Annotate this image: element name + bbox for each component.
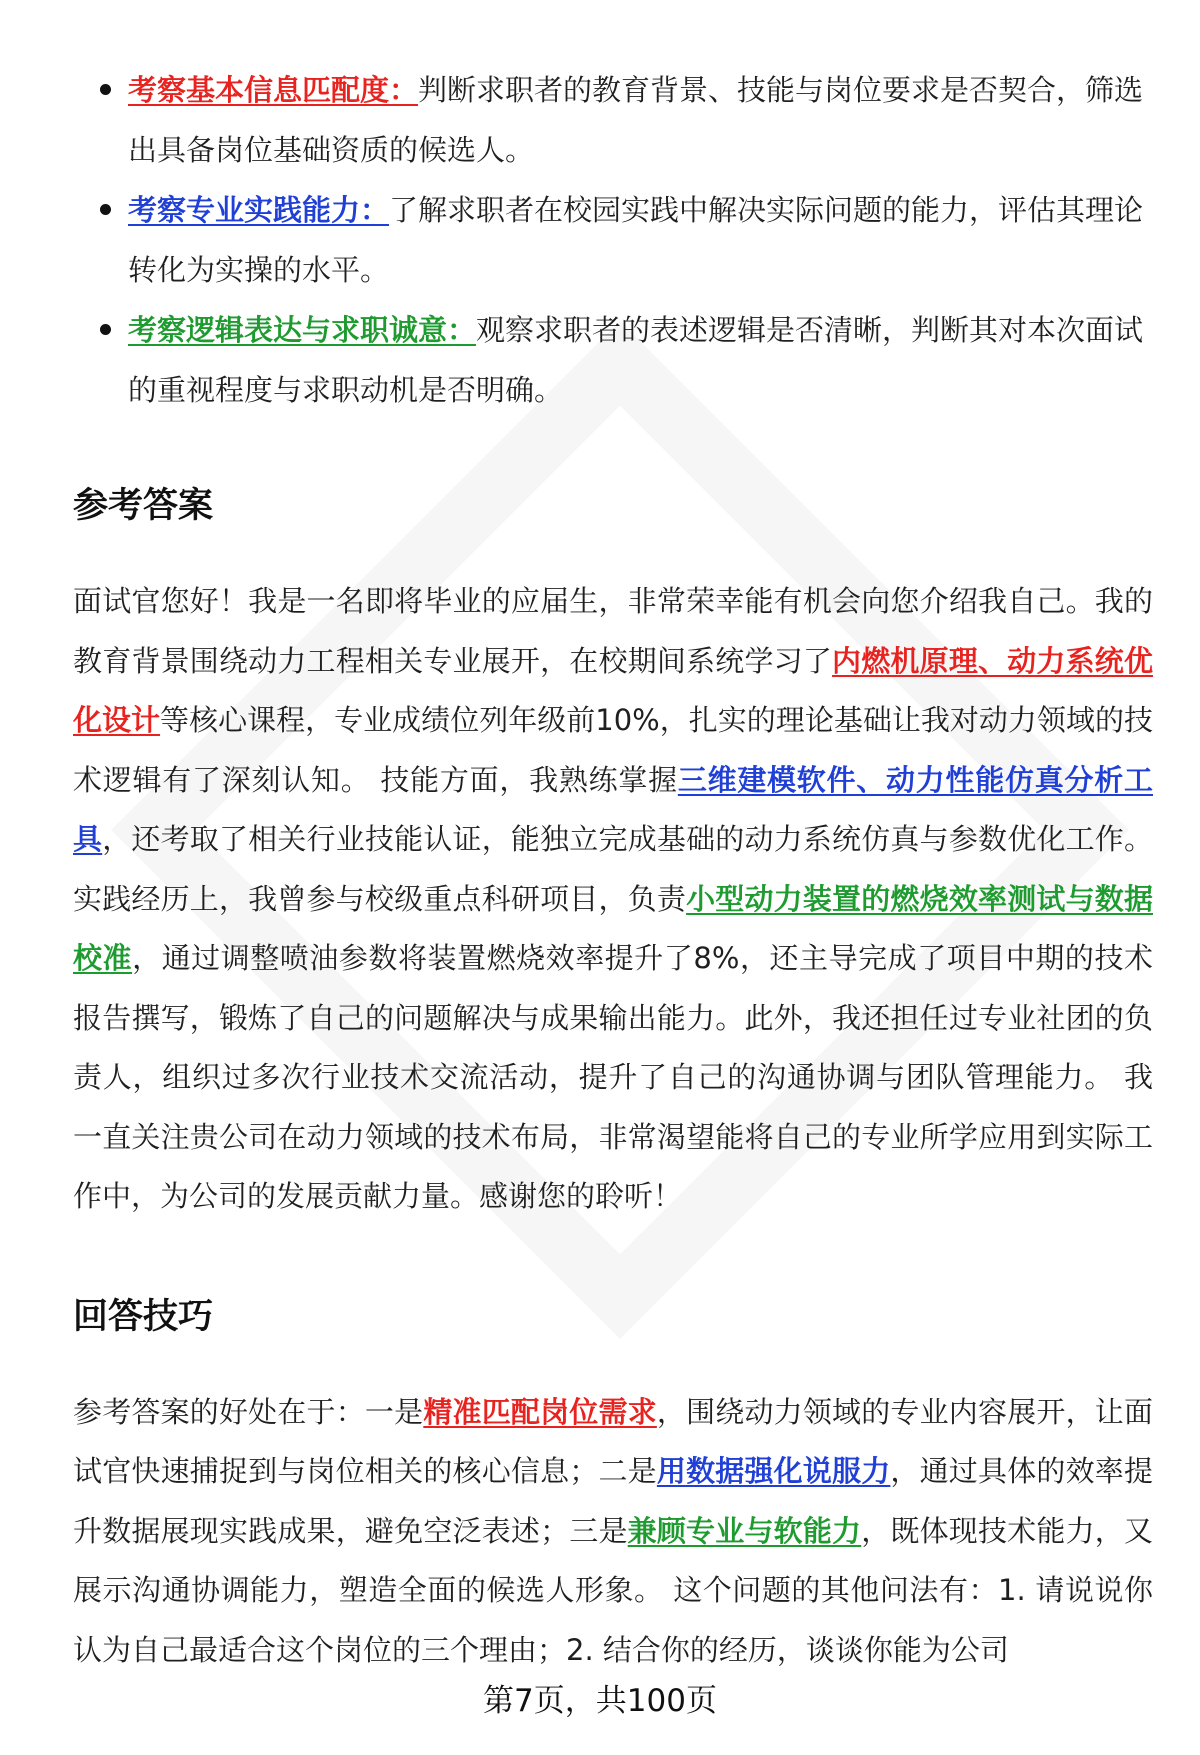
criteria-label: 考察专业实践能力： <box>128 193 390 227</box>
highlight-data: 用数据强化说服力 <box>656 1454 891 1488</box>
highlight-project: 小型动力装置的燃烧效率测试与数据校准 <box>73 881 1153 975</box>
tips-paragraph <box>73 1383 1153 1681</box>
highlight-soft: 兼顾专业与软能力 <box>627 1513 862 1548</box>
reference-text-2: 等核心课程，专业成绩位列年级前10%，扎实的理论基础让我对动力领域的技术逻辑有了深刻认知。 技能方面，我熟练掌握 <box>73 703 1153 797</box>
tips-text-1: 参考答案的好处在于：一是 <box>73 1394 424 1429</box>
reference-text-1: 面试官您好！我是一名即将毕业的应届生，非常荣幸能有机会向您介绍我自己。我的教育背景围绕动力工程相关专业展开，在校期间系统学习了 <box>73 584 1153 678</box>
tips-heading: 回答技巧 <box>73 1296 214 1337</box>
criteria-text: 了解求职者在校园实践中解决实际问题的能力，评估其理论转化为实操的水平。 <box>128 193 1144 287</box>
page-footer: 第7页，共100页 <box>483 1683 717 1719</box>
reference-heading: 参考答案 <box>73 486 214 526</box>
highlight-tools: 三维建模软件、动力性能仿真分析工具 <box>73 762 1153 856</box>
criteria-label: 考察基本信息匹配度： <box>128 73 419 107</box>
criteria-text: 判断求职者的教育背景、技能与岗位要求是否契合，筛选出具备岗位基础资质的候选人。 <box>128 73 1144 167</box>
bullet-icon <box>100 84 111 95</box>
tips-text-2: ，围绕动力领域的专业内容展开，让面试官快速捕捉到与岗位相关的核心信息；二是 <box>73 1394 1153 1488</box>
tips-text-4: ，既体现技术能力，又展示沟通协调能力，塑造全面的候选人形象。 这个问题的其他问法有：1. 请说说你认为自己最适合这个岗位的三个理由；2. 结合你的经历，谈谈你能为公司 <box>73 1513 1153 1667</box>
criteria-label: 考察逻辑表达与求职诚意： <box>128 313 477 347</box>
reference-paragraph <box>73 572 1153 1227</box>
highlight-match: 精准匹配岗位需求 <box>423 1394 657 1429</box>
list-item <box>73 60 1153 180</box>
reference-text-3: ，还考取了相关行业技能认证，能独立完成基础的动力系统仿真与参数优化工作。实践经历上，我曾参与校级重点科研项目，负责 <box>73 822 1153 916</box>
highlight-courses: 内燃机原理、动力系统优化设计 <box>73 643 1153 737</box>
bullet-icon <box>100 204 111 215</box>
tips-text-3: ，通过具体的效率提升数据展现实践成果，避免空泛表述；三是 <box>73 1454 1153 1548</box>
list-item <box>73 180 1153 300</box>
document-body <box>73 60 1153 1680</box>
bullet-icon <box>100 324 111 335</box>
criteria-text: 观察求职者的表述逻辑是否清晰，判断其对本次面试的重视程度与求职动机是否明确。 <box>128 313 1144 407</box>
list-item <box>73 300 1153 420</box>
reference-text-4: ，通过调整喷油参数将装置燃烧效率提升了8%，还主导完成了项目中期的技术报告撰写，锻炼了自己的问题解决与成果输出能力。此外，我还担任过专业社团的负责人，组织过多次行业技术交流活动，提升了自己的沟通协调与团队管理能力。 我一直关注贵公司在动力领域的技术布局，非常渴望能将自己的专业所学应用到实际工作中，为公司的发展贡献力量。感谢您的聆听！ <box>73 941 1153 1213</box>
criteria-list <box>73 60 1153 420</box>
